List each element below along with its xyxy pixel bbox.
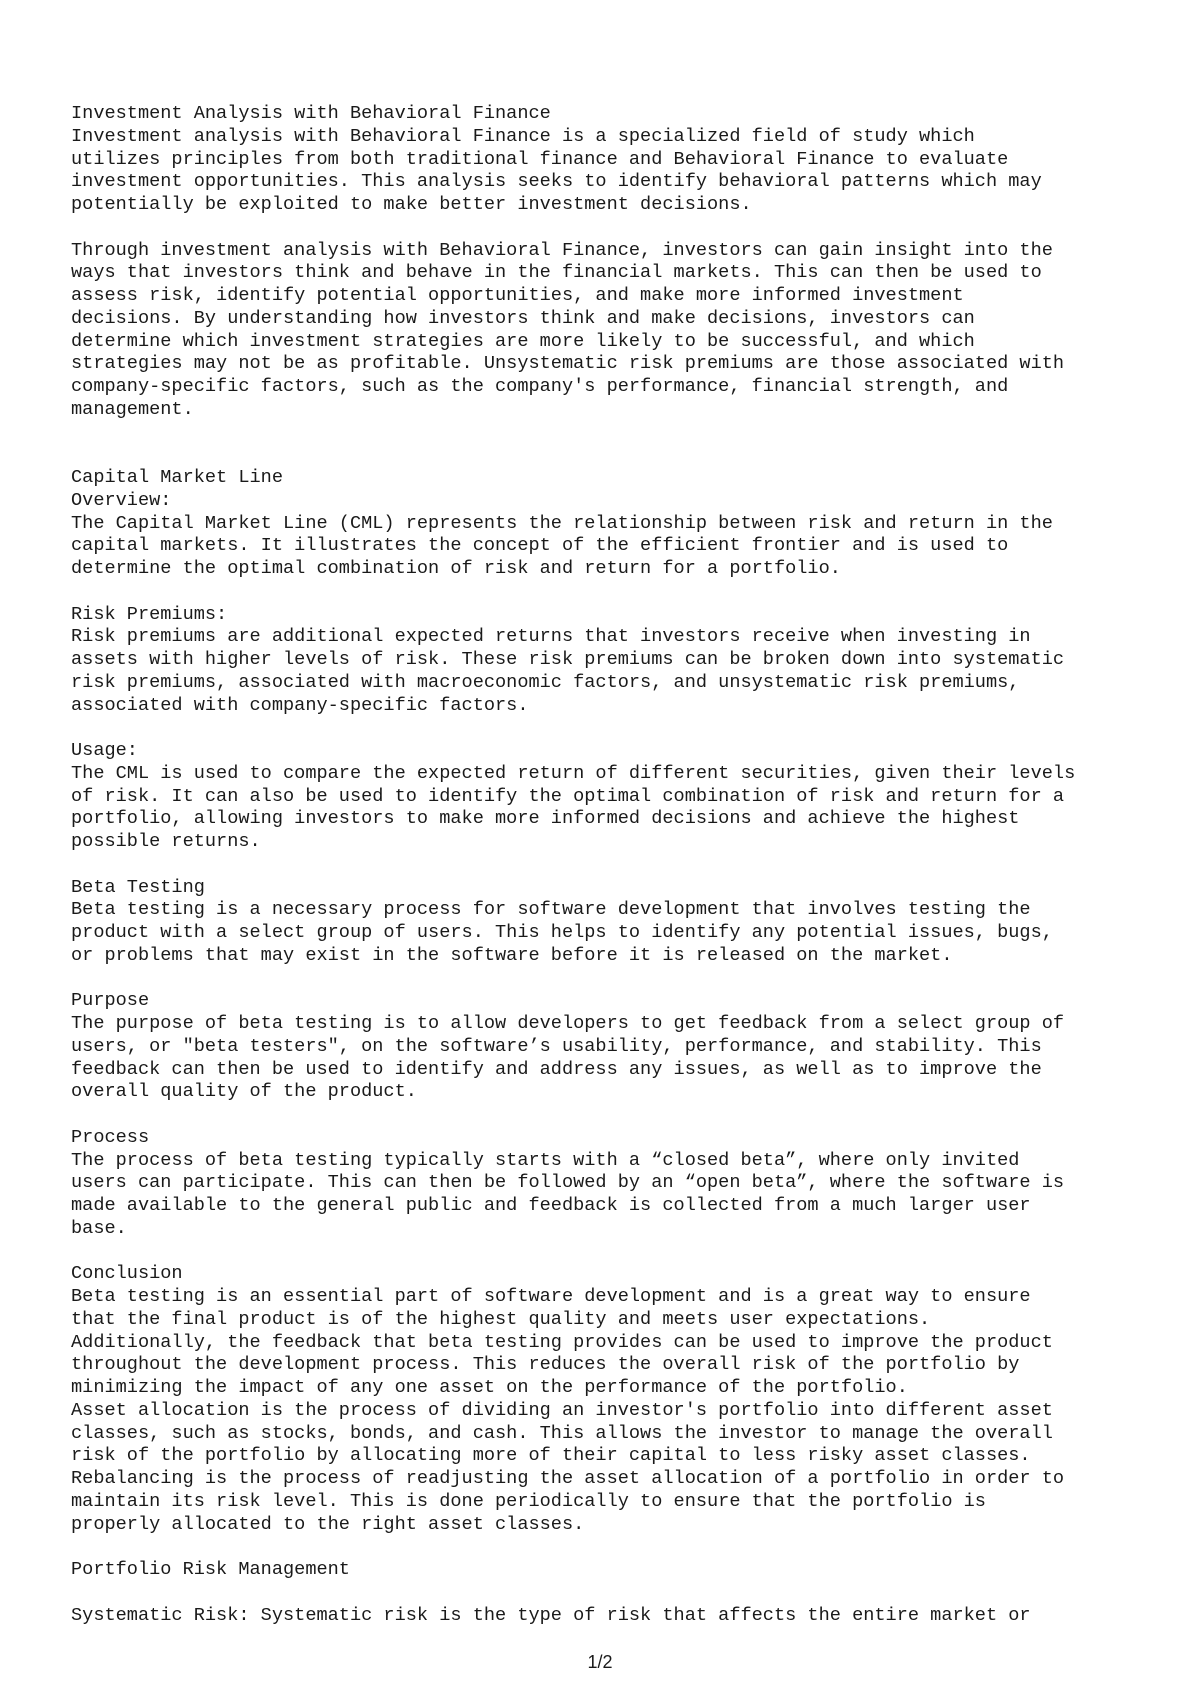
text-line: Beta testing is a necessary process for software development that involves testing the <box>71 899 1031 921</box>
text-line: or problems that may exist in the software before it is released on the market. <box>71 944 953 966</box>
text-line: product with a select group of users. This helps to identify any potential issues, bugs, <box>71 922 1053 943</box>
text-line: Process <box>71 1126 150 1148</box>
text-line: associated with company-specific factors. <box>71 694 529 716</box>
text-line: possible returns. <box>71 831 261 852</box>
text-line: capital markets. It illustrates the concept of the efficient frontier and is used to <box>71 535 1009 557</box>
text-line: risk premiums, associated with macroeconomic factors, and unsystematic risk premiums, <box>71 671 1020 693</box>
text-line: Purpose <box>71 990 150 1012</box>
text-line: overall quality of the product. <box>71 1081 417 1103</box>
text-line: Portfolio Risk Management <box>71 1559 350 1580</box>
text-line: Capital Market Line <box>71 467 284 488</box>
text-line: strategies may not be as profitable. Unsystematic risk premiums are those associated with <box>71 353 1065 375</box>
text-line: company-specific factors, such as the company's performance, financial strength, and <box>71 376 1009 397</box>
text-line: portfolio, allowing investors to make more informed decisions and achieve the highest <box>71 808 1020 830</box>
text-line: risk of the portfolio by allocating more of their capital to less risky asset classes. <box>71 1445 1031 1467</box>
text-line: The Capital Market Line (CML) represents the relationship between risk and return in the <box>71 512 1053 534</box>
text-line: Systematic Risk: Systematic risk is the type of risk that affects the entire market or <box>71 1604 1031 1626</box>
text-line: Additionally, the feedback that beta testing provides can be used to improve the product <box>71 1331 1053 1353</box>
text-line: Beta Testing <box>71 876 205 898</box>
text-line: Rebalancing is the process of readjusting the asset allocation of a portfolio in order to <box>71 1468 1065 1489</box>
text-line: Overview: <box>71 489 172 511</box>
text-line: The CML is used to compare the expected return of different securities, given their levels <box>71 762 1076 784</box>
text-line: management. <box>71 398 194 420</box>
text-line: properly allocated to the right asset classes. <box>71 1513 585 1535</box>
page-number: 1/2 <box>587 1652 613 1672</box>
text-line: determine the optimal combination of risk and return for a portfolio. <box>71 558 841 579</box>
text-line: throughout the development process. This reduces the overall risk of the portfolio by <box>71 1354 1020 1376</box>
text-line: that the final product is of the highest quality and meets user expectations. <box>71 1308 931 1330</box>
text-line: assess risk, identify potential opportunities, and make more informed investment <box>71 285 964 306</box>
text-line: users, or "beta testers", on the software’s usability, performance, and stability. This <box>71 1035 1042 1057</box>
text-line: assets with higher levels of risk. These risk premiums can be broken down into systematic <box>71 649 1065 670</box>
text-line: Investment Analysis with Behavioral Finance <box>71 103 551 124</box>
text-line: of risk. It can also be used to identify the optimal combination of risk and return for a <box>71 785 1065 807</box>
text-line: feedback can then be used to identify and address any issues, as well as to improve the <box>71 1058 1042 1080</box>
text-line: Risk premiums are additional expected returns that investors receive when investing in <box>71 626 1031 648</box>
text-line: maintain its risk level. This is done periodically to ensure that the portfolio is <box>71 1490 986 1512</box>
text-line: Beta testing is an essential part of software development and is a great way to ensure <box>71 1286 1031 1307</box>
text-line: The process of beta testing typically starts with a “closed beta”, where only invited <box>71 1149 1020 1171</box>
text-line: The purpose of beta testing is to allow developers to get feedback from a select group of <box>71 1013 1065 1034</box>
text-line: potentially be exploited to make better investment decisions. <box>71 194 752 215</box>
text-line: classes, such as stocks, bonds, and cash. This allows the investor to manage the overall <box>71 1422 1053 1444</box>
document-body-text <box>71 103 1171 1627</box>
text-line: Through investment analysis with Behavioral Finance, investors can gain insight into the <box>71 239 1053 261</box>
text-line: users can participate. This can then be followed by an “open beta”, where the software is <box>71 1172 1065 1194</box>
text-line: utilizes principles from both traditional finance and Behavioral Finance to evaluate <box>71 148 1009 170</box>
text-line: decisions. By understanding how investors think and make decisions, investors can <box>71 307 975 329</box>
text-line: Risk Premiums: <box>71 603 228 625</box>
text-line: made available to the general public and feedback is collected from a much larger user <box>71 1195 1031 1216</box>
text-line: Conclusion <box>71 1263 183 1285</box>
text-line: Asset allocation is the process of dividing an investor's portfolio into different asset <box>71 1399 1053 1421</box>
text-line: determine which investment strategies are more likely to be successful, and which <box>71 330 975 352</box>
text-line: minimizing the impact of any one asset on the performance of the portfolio. <box>71 1377 908 1398</box>
text-line: Usage: <box>71 740 138 761</box>
text-line: base. <box>71 1217 127 1239</box>
text-line: Investment analysis with Behavioral Finance is a specialized field of study which <box>71 125 975 147</box>
text-line: ways that investors think and behave in the financial markets. This can then be used to <box>71 262 1042 284</box>
text-line: investment opportunities. This analysis seeks to identify behavioral patterns which may <box>71 171 1042 193</box>
